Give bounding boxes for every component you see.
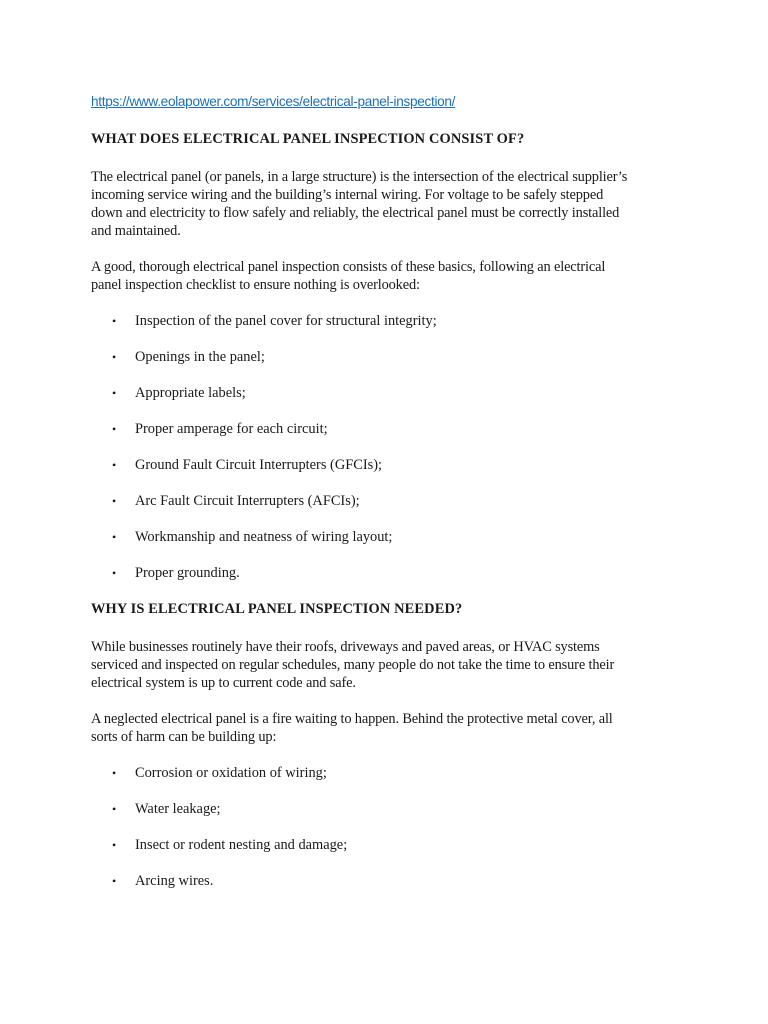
list-item-text: Appropriate labels; xyxy=(135,385,246,401)
bullet-icon: • xyxy=(112,350,117,364)
list-item-text: Proper amperage for each circuit; xyxy=(135,421,328,437)
source-link[interactable]: https://www.eolapower.com/services/electrical-panel-inspection/ xyxy=(91,94,456,109)
list-item xyxy=(91,384,688,402)
list-item xyxy=(91,312,688,330)
paragraph-line: panel inspection checklist to ensure nothing is overlooked: xyxy=(91,277,420,293)
paragraph-line: The electrical panel (or panels, in a large structure) is the intersection of the electrical supplier’s xyxy=(91,169,628,185)
section1-checklist xyxy=(91,312,688,582)
section2-paragraph-2 xyxy=(91,710,688,746)
list-item-text: Arcing wires. xyxy=(135,873,214,889)
section1-paragraph-1 xyxy=(91,168,688,240)
section2-hazards-list xyxy=(91,764,688,890)
section2-heading: WHY IS ELECTRICAL PANEL INSPECTION NEEDED? xyxy=(91,601,463,617)
list-item-text: Water leakage; xyxy=(135,801,221,817)
bullet-icon: • xyxy=(112,530,117,544)
list-item xyxy=(91,492,688,510)
bullet-icon: • xyxy=(112,314,117,328)
list-item xyxy=(91,564,688,582)
list-item xyxy=(91,348,688,366)
bullet-icon: • xyxy=(112,874,117,888)
list-item xyxy=(91,764,688,782)
list-item xyxy=(91,836,688,854)
section2-paragraph-1 xyxy=(91,638,688,692)
bullet-icon: • xyxy=(112,386,117,400)
list-item xyxy=(91,800,688,818)
bullet-icon: • xyxy=(112,494,117,508)
paragraph-line: A good, thorough electrical panel inspection consists of these basics, following an electrical xyxy=(91,259,606,275)
bullet-icon: • xyxy=(112,422,117,436)
paragraph-line: and maintained. xyxy=(91,223,181,239)
list-item-text: Corrosion or oxidation of wiring; xyxy=(135,765,327,781)
list-item xyxy=(91,420,688,438)
bullet-icon: • xyxy=(112,566,117,580)
list-item-text: Proper grounding. xyxy=(135,565,240,581)
section1-heading: WHAT DOES ELECTRICAL PANEL INSPECTION CONSIST OF? xyxy=(91,131,525,147)
bullet-icon: • xyxy=(112,458,117,472)
bullet-icon: • xyxy=(112,838,117,852)
list-item-text: Insect or rodent nesting and damage; xyxy=(135,837,348,853)
list-item-text: Arc Fault Circuit Interrupters (AFCIs); xyxy=(135,493,360,509)
paragraph-line: While businesses routinely have their roofs, driveways and paved areas, or HVAC systems xyxy=(91,639,600,655)
paragraph-line: sorts of harm can be building up: xyxy=(91,729,277,745)
list-item xyxy=(91,872,688,890)
paragraph-line: down and electricity to flow safely and reliably, the electrical panel must be correctly installed xyxy=(91,205,620,221)
paragraph-line: electrical system is up to current code and safe. xyxy=(91,675,356,691)
paragraph-line: A neglected electrical panel is a fire waiting to happen. Behind the protective metal cover, all xyxy=(91,711,613,727)
list-item-text: Openings in the panel; xyxy=(135,349,265,365)
bullet-icon: • xyxy=(112,802,117,816)
paragraph-line: incoming service wiring and the building’s internal wiring. For voltage to be safely stepped xyxy=(91,187,604,203)
paragraph-line: serviced and inspected on regular schedules, many people do not take the time to ensure their xyxy=(91,657,615,673)
list-item-text: Inspection of the panel cover for structural integrity; xyxy=(135,313,437,329)
list-item-text: Workmanship and neatness of wiring layout; xyxy=(135,529,393,545)
list-item-text: Ground Fault Circuit Interrupters (GFCIs); xyxy=(135,457,383,473)
list-item xyxy=(91,456,688,474)
list-item xyxy=(91,528,688,546)
section1-paragraph-2 xyxy=(91,258,688,294)
bullet-icon: • xyxy=(112,766,117,780)
